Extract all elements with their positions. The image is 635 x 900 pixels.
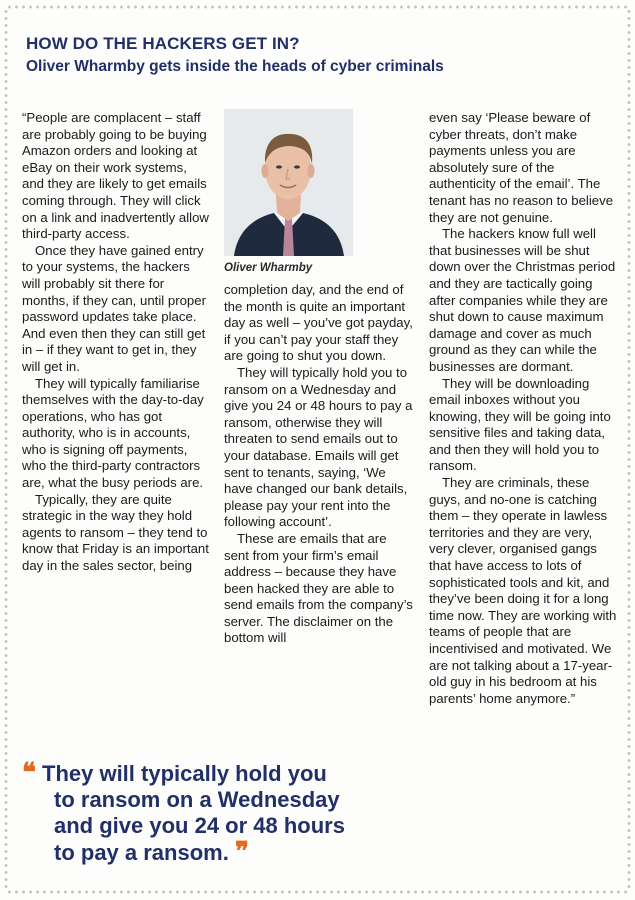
pull-quote-text: to pay a ransom.	[54, 840, 229, 865]
paragraph: completion day, and the end of the month is quite an important day as well – you’ve got payday, if you can’t pay your staff they are going to shut you down.	[224, 282, 413, 364]
portrait-image	[224, 109, 353, 256]
paragraph: They will be downloading email inboxes without you knowing, they will be going into sensitive files and taking data, and then they will hold you to ransom.	[429, 375, 611, 474]
dotted-border-top	[6, 5, 629, 9]
dotted-border-right	[627, 8, 631, 892]
pull-quote-line: and give you 24 or 48 hours	[54, 813, 345, 838]
paragraph: Typically, they are quite strategic in the way they hold agents to ransom – they tend to know that Friday is an important day in the sales sector, being	[22, 491, 209, 574]
photo-caption: Oliver Wharmby	[224, 262, 313, 274]
pull-quote-line	[54, 839, 412, 866]
paragraph: Once they have gained entry to your systems, the hackers will probably sit there for months, if they can, until proper password updates take place. And even then they can still get in – if they want to get in, they will get in.	[22, 242, 206, 374]
headline: HOW DO THE HACKERS GET IN?	[26, 34, 300, 53]
dotted-border-left	[4, 8, 8, 892]
standfirst: Oliver Wharmby gets inside the heads of cyber criminals	[26, 58, 444, 75]
pull-quote-text: They will typically hold you	[42, 761, 327, 786]
paragraph: They will typically hold you to ransom on a Wednesday and give you 24 or 48 hours to pay a ransom, otherwise they will threaten to send emails out to your database. Emails will get sent to tenants, saying, ‘We have changed our bank details, please pay your rent into the following account’.	[224, 364, 413, 530]
paragraph: The hackers know full well that businesses will be shut down over the Christmas period and they are tactically going after companies while they are shut down to cause maximum damage and cover as much ground as they can while the businesses are dormant.	[429, 226, 616, 374]
paragraph: These are emails that are sent from your firm’s email address – because they have been hacked they are able to send emails from the company’s server. The disclaimer on the bottom will	[224, 530, 413, 646]
author-photo	[224, 109, 353, 256]
paragraph: “People are complacent – staff are probably going to be buying Amazon orders and looking at eBay on their work systems, and they are likely to get emails coming through. They will click on a link and inadvertently allow third-party access.	[22, 110, 209, 242]
close-quote-icon: ❞	[234, 837, 249, 867]
paragraph: even say ‘Please beware of cyber threats, don’t make payments unless you are absolutely sure of the authenticity of the email’. The tenant has no reason to believe they are not genuine.	[429, 110, 614, 225]
column-1	[22, 110, 210, 575]
column-3	[429, 110, 619, 707]
pull-quote-line: to ransom on a Wednesday	[54, 787, 340, 812]
paragraph: They are criminals, these guys, and no-one is catching them – they operate in lawless territories and they are very, very clever, organised gangs that have access to lots of sophisticated tools and kit, and they’ve been doing it for a long time now. They are working with teams of people that are incentivised and motivated. We are not talking about a 17-year-old guy in his bedroom at his parents’ home anymore.”	[429, 475, 617, 706]
column-2	[224, 282, 414, 647]
dotted-border-bottom	[6, 890, 629, 894]
paragraph: They will typically familiarise themselves with the day-to-day operations, who has got authority, who is in accounts, who is signing off payments, who the third-party contractors are, what the busy periods are.	[22, 375, 204, 491]
pull-quote	[22, 760, 412, 866]
pull-quote-line	[22, 760, 412, 787]
open-quote-icon: ❝	[22, 758, 36, 788]
